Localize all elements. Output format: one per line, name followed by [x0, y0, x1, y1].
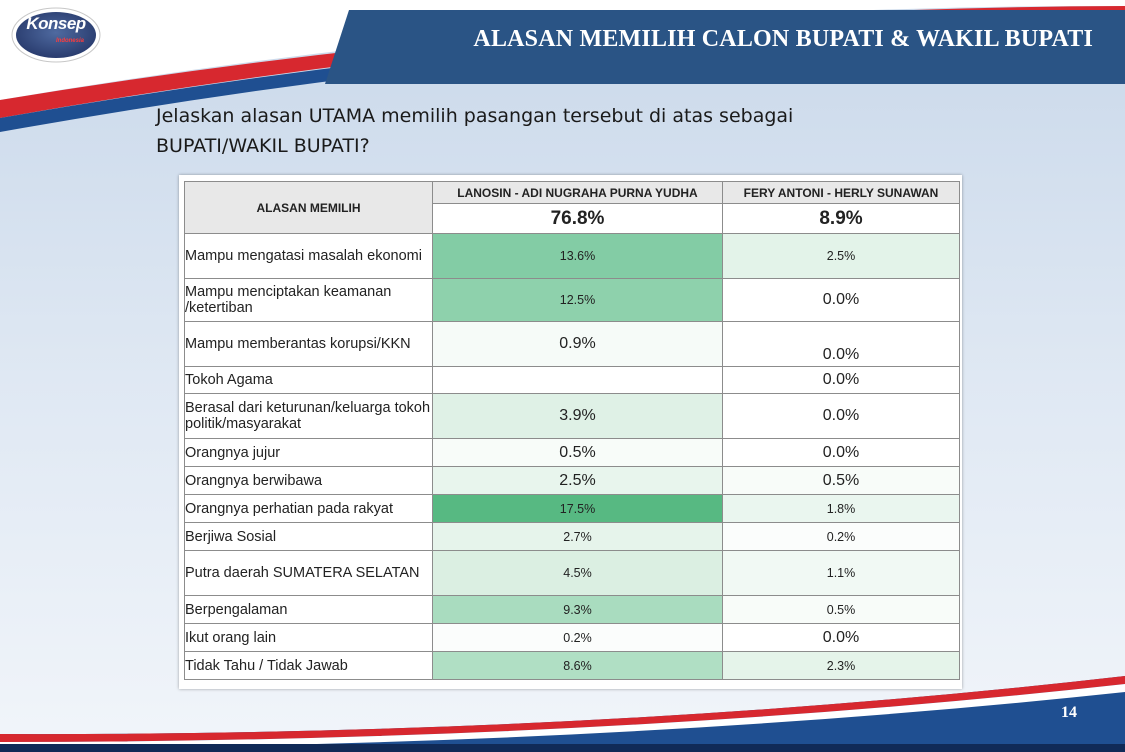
candidate-2-total: 8.9%	[723, 204, 960, 234]
candidate-1-value: 12.5%	[433, 279, 723, 322]
candidate-2-value: 0.5%	[723, 596, 960, 624]
row-reason: Berasal dari keturunan/keluarga tokoh politik/masyarakat	[185, 394, 433, 439]
table-row	[185, 279, 960, 322]
candidate-1-value: 13.6%	[433, 234, 723, 279]
logo-wordmark: Konsep	[26, 14, 86, 33]
table-row	[185, 439, 960, 467]
candidate-2-value: 2.3%	[723, 652, 960, 680]
table-row	[185, 234, 960, 279]
row-reason: Putra daerah SUMATERA SELATAN	[185, 551, 433, 596]
row-reason: Ikut orang lain	[185, 624, 433, 652]
row-reason: Orangnya jujur	[185, 439, 433, 467]
results-table	[184, 181, 960, 680]
candidate-2-value: 0.0%	[723, 367, 960, 394]
candidate-1-value: 2.7%	[433, 523, 723, 551]
table-row	[185, 367, 960, 394]
candidate-1-value: 9.3%	[433, 596, 723, 624]
table-row	[185, 322, 960, 367]
table-row	[185, 467, 960, 495]
candidate-1-value: 4.5%	[433, 551, 723, 596]
table-row	[185, 551, 960, 596]
candidate-1-value	[433, 367, 723, 394]
candidate-1-value: 2.5%	[433, 467, 723, 495]
table-row	[185, 394, 960, 439]
logo-subtext: Indonesia	[55, 38, 84, 44]
candidate-1-value: 0.5%	[433, 439, 723, 467]
table-row	[185, 495, 960, 523]
candidate-2-value: 0.0%	[723, 624, 960, 652]
page-title: ALASAN MEMILIH CALON BUPATI & WAKIL BUPATI	[473, 26, 1093, 52]
candidate-1-value: 8.6%	[433, 652, 723, 680]
table-row	[185, 652, 960, 680]
candidate-2-value: 1.8%	[723, 495, 960, 523]
candidate-1-value: 3.9%	[433, 394, 723, 439]
candidate-2-value: 0.0%	[723, 322, 960, 367]
candidate-2-value: 0.0%	[723, 439, 960, 467]
candidate-1-value: 0.9%	[433, 322, 723, 367]
table-row	[185, 596, 960, 624]
table-row	[185, 523, 960, 551]
page-number: 14	[1061, 704, 1077, 721]
candidate-1-name: LANOSIN - ADI NUGRAHA PURNA YUDHA	[433, 182, 723, 204]
candidate-2-value: 1.1%	[723, 551, 960, 596]
row-reason: Tokoh Agama	[185, 367, 433, 394]
results-table-frame	[179, 175, 962, 689]
table-row	[185, 624, 960, 652]
row-reason: Mampu memberantas korupsi/KKN	[185, 322, 433, 367]
candidate-1-total: 76.8%	[433, 204, 723, 234]
row-reason: Mampu menciptakan keamanan /ketertiban	[185, 279, 433, 322]
row-reason: Mampu mengatasi masalah ekonomi	[185, 234, 433, 279]
row-reason: Tidak Tahu / Tidak Jawab	[185, 652, 433, 680]
row-reason: Berpengalaman	[185, 596, 433, 624]
candidate-2-value: 2.5%	[723, 234, 960, 279]
reason-column-header: ALASAN MEMILIH	[185, 182, 433, 234]
candidate-2-value: 0.5%	[723, 467, 960, 495]
candidate-1-value: 17.5%	[433, 495, 723, 523]
row-reason: Orangnya perhatian pada rakyat	[185, 495, 433, 523]
candidate-1-value: 0.2%	[433, 624, 723, 652]
candidate-2-name: FERY ANTONI - HERLY SUNAWAN	[723, 182, 960, 204]
row-reason: Berjiwa Sosial	[185, 523, 433, 551]
survey-question: Jelaskan alasan UTAMA memilih pasangan tersebut di atas sebagai BUPATI/WAKIL BUPATI?	[156, 105, 794, 157]
row-reason: Orangnya berwibawa	[185, 467, 433, 495]
candidate-2-value: 0.2%	[723, 523, 960, 551]
candidate-2-value: 0.0%	[723, 279, 960, 322]
candidate-2-value: 0.0%	[723, 394, 960, 439]
